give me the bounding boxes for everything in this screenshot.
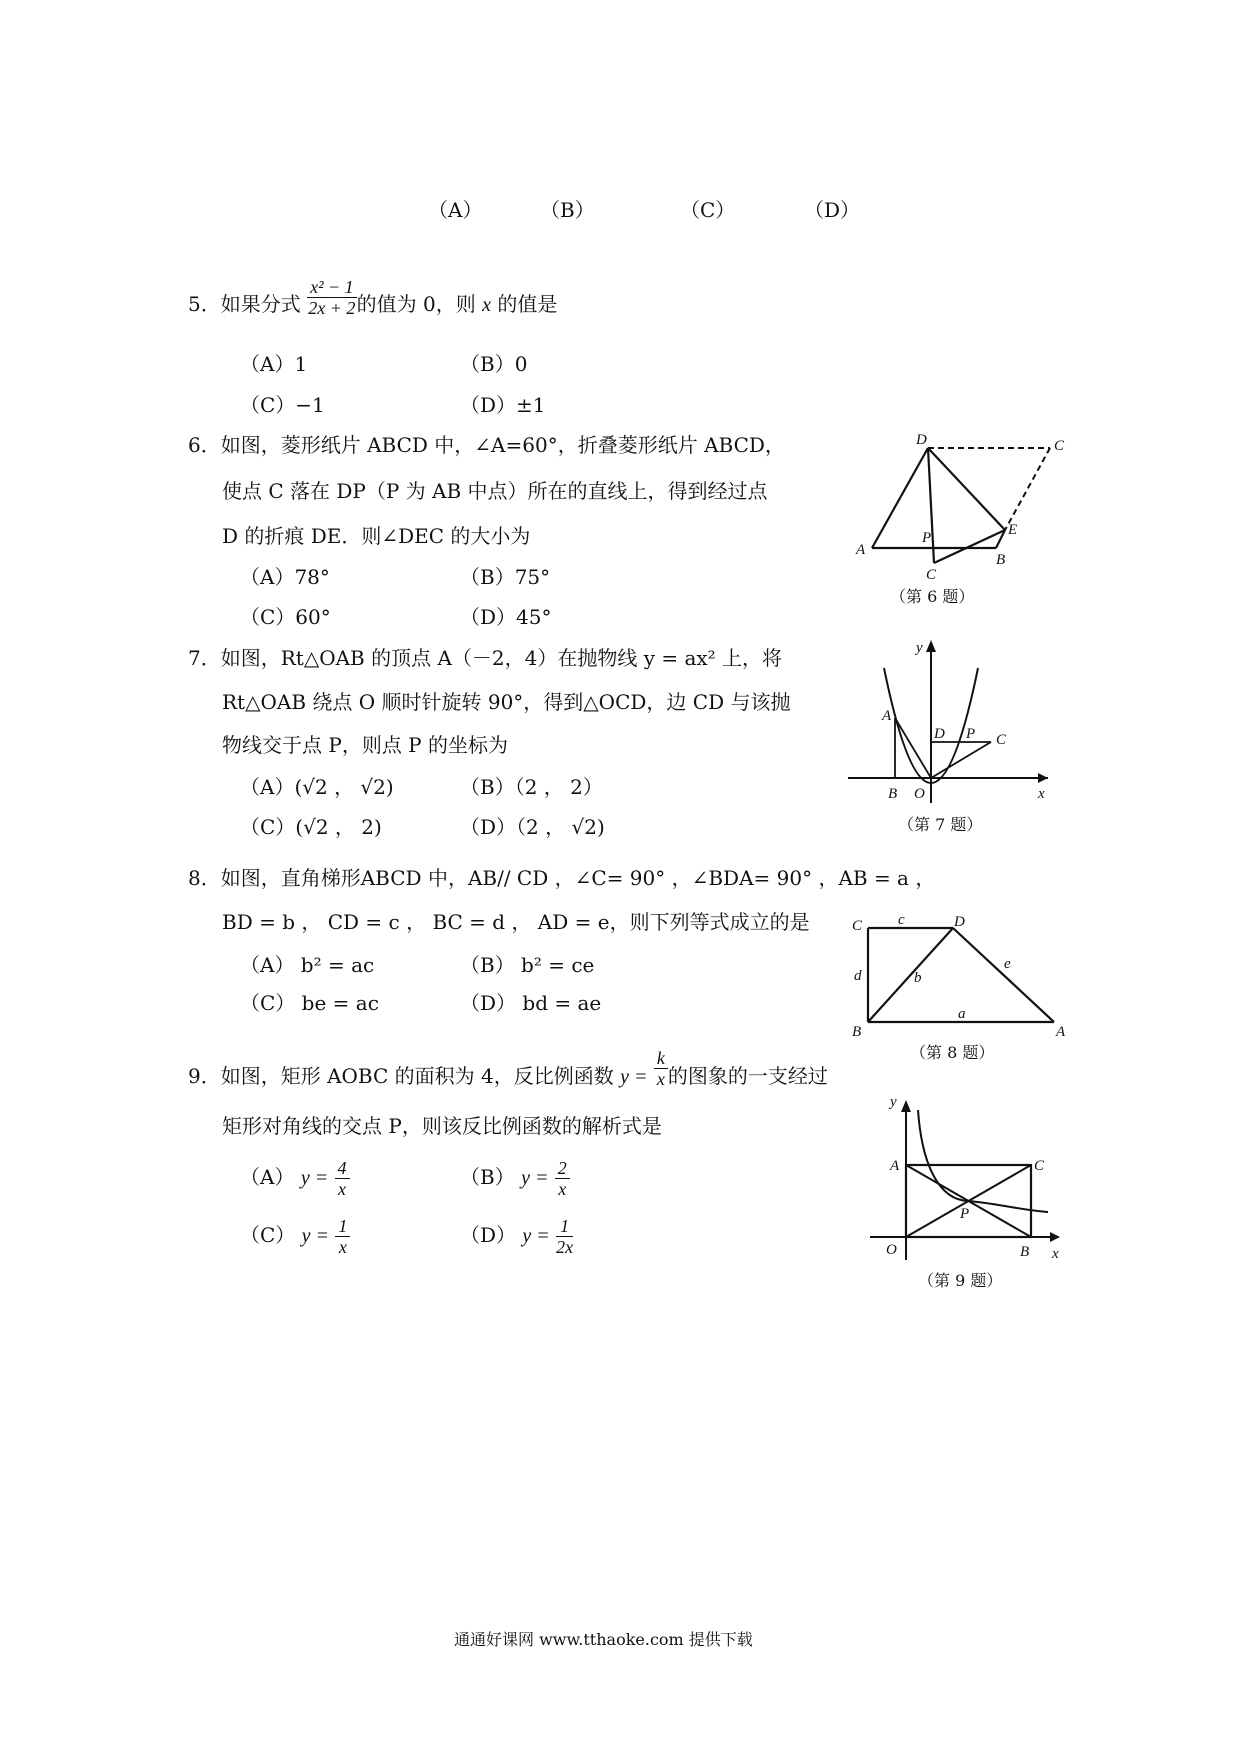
question-text: 如图，菱形纸片 ABCD 中，∠A=60°，折叠菱形纸片 ABCD， (220, 433, 785, 457)
label-a: A (1056, 1024, 1066, 1040)
question-8-line-2: BD = b ， CD = c ， BC = d ， AD = e，则下列等式成立的是 (222, 910, 810, 934)
label-c: C (852, 918, 863, 934)
label-c-length: c (898, 912, 905, 928)
x-axis-arrow (1050, 1232, 1060, 1242)
q6-option-a: （A）78° (240, 565, 330, 589)
fraction-denominator: x (338, 1179, 347, 1199)
question-number: 5． (188, 292, 221, 316)
fraction-denominator: x (338, 1237, 347, 1257)
figure-q9-rectangle (870, 1092, 1070, 1262)
question-text: 如图，矩形 AOBC 的面积为 4，反比例函数 (220, 1064, 614, 1088)
label-a-length: a (958, 1006, 966, 1022)
segment-oc (931, 742, 991, 778)
q9-option-d (460, 1216, 573, 1257)
option-label: （A） (240, 1165, 295, 1189)
question-7-line-2: Rt△OAB 绕点 O 顺时针旋转 90°，得到△OCD，边 CD 与该抛 (222, 690, 791, 714)
equation-lhs: y = (301, 1225, 330, 1247)
fraction (307, 277, 357, 318)
q8-option-d: （D） bd = ae (460, 991, 602, 1015)
question-6-line-2: 使点 C 落在 DP（P 为 AB 中点）所在的直线上，得到经过点 (222, 479, 768, 503)
label-c-folded: C (926, 567, 937, 580)
label-p: P (922, 530, 932, 546)
label-e-length: e (1004, 956, 1011, 972)
footer-watermark: 通通好课网 www.tthaoke.com 提供下载 (454, 1630, 753, 1649)
label-x: x (1038, 786, 1045, 802)
q5-option-a: （A）1 (240, 352, 308, 376)
q5-option-c: （C）−1 (240, 393, 325, 417)
q6-option-d: （D）45° (460, 605, 552, 629)
top-option-a: （A） (428, 198, 483, 222)
fraction (335, 1216, 350, 1257)
q5-option-b: （B）0 (460, 352, 528, 376)
label-p: P (966, 726, 976, 742)
question-number: 8． (188, 866, 221, 890)
fraction-numerator: 1 (335, 1216, 350, 1237)
label-y: y (890, 1094, 897, 1110)
question-text: 如图，Rt△OAB 的顶点 A（－2，4）在抛物线 y = ax² 上，将 (220, 646, 783, 670)
caption-q7: （第 7 题） (898, 815, 983, 834)
fraction-numerator: 1 (556, 1216, 573, 1237)
q5-option-d: （D）±1 (460, 393, 546, 417)
label-d: D (934, 726, 945, 742)
equation-lhs: y = (620, 1066, 648, 1088)
label-d: D (916, 432, 927, 448)
question-8-line-1 (188, 866, 935, 890)
q6-option-c: （C）60° (240, 605, 331, 629)
q9-option-b (460, 1158, 570, 1199)
equation-lhs: y = (522, 1225, 550, 1247)
label-c: C (1054, 438, 1065, 454)
variable: x (482, 294, 491, 316)
question-text: 的值是 (497, 292, 558, 316)
hyperbola-curve (918, 1110, 1048, 1212)
edge-da (872, 448, 928, 548)
top-option-c: （C） (680, 198, 736, 222)
question-9-line-2: 矩形对角线的交点 P，则该反比例函数的解析式是 (222, 1114, 662, 1138)
crease-de (928, 448, 1005, 530)
option-label: （D） (460, 1223, 517, 1247)
label-b: B (1020, 1244, 1030, 1260)
edge-ce-dashed (1005, 448, 1050, 530)
segment-ao (895, 718, 931, 778)
label-a: A (882, 708, 892, 724)
q8-option-a: （A） b² = ac (240, 953, 375, 977)
question-6-line-3: D 的折痕 DE．则∠DEC 的大小为 (222, 524, 531, 548)
label-p: P (960, 1206, 970, 1222)
question-number: 9． (188, 1064, 221, 1088)
fraction-numerator: 4 (335, 1158, 350, 1179)
label-e: E (1008, 522, 1018, 538)
option-label: （B） (460, 1165, 515, 1189)
diagonal-bd (868, 928, 953, 1022)
fraction (335, 1158, 350, 1199)
label-o: O (886, 1242, 897, 1258)
label-o: O (914, 786, 925, 802)
q9-option-c (240, 1216, 350, 1257)
fraction-denominator: x (656, 1069, 665, 1089)
label-a: A (856, 542, 866, 558)
q9-option-a (240, 1158, 350, 1199)
equation-lhs: y = (521, 1167, 549, 1189)
label-c: C (1034, 1158, 1045, 1174)
question-text: 的图象的一支经过 (667, 1064, 828, 1088)
fraction-denominator: x (558, 1179, 567, 1199)
label-a: A (890, 1158, 900, 1174)
label-b-length: b (914, 970, 922, 986)
fraction-numerator: x² − 1 (307, 277, 357, 298)
q7-option-c: （C）(√2 ， 2) (240, 815, 382, 839)
caption-q9: （第 9 题） (918, 1271, 1003, 1290)
fraction (555, 1158, 570, 1199)
question-number: 7． (188, 646, 221, 670)
question-text: 的值为 0，则 (356, 292, 476, 316)
label-d-length: d (854, 968, 862, 984)
caption-q8: （第 8 题） (910, 1043, 995, 1062)
q8-option-c: （C） be = ac (240, 991, 379, 1015)
question-9-line-1 (188, 1048, 828, 1089)
y-axis-arrow (901, 1100, 911, 1112)
fraction (556, 1216, 573, 1257)
q6-option-b: （B）75° (460, 565, 551, 589)
question-6-line-1 (188, 433, 785, 457)
q7-option-d: （D）（2 ， √2) (460, 815, 605, 839)
y-axis-arrow (926, 640, 936, 652)
figure-q8-trapezoid (848, 912, 1068, 1042)
top-option-d: （D） (804, 198, 861, 222)
fraction-numerator: k (654, 1048, 668, 1069)
caption-q6: （第 6 题） (890, 587, 975, 606)
label-b: B (996, 552, 1006, 568)
question-text: 如图，直角梯形ABCD 中，AB// CD ，∠C= 90° ，∠BDA= 90° ，AB = a ， (220, 866, 936, 890)
question-5-stem (188, 277, 558, 318)
label-x: x (1052, 1246, 1059, 1262)
q8-option-b: （B） b² = ce (460, 953, 595, 977)
figure-q6-rhombus (850, 430, 1070, 580)
edge-da (953, 928, 1054, 1022)
question-7-line-3: 物线交于点 P，则点 P 的坐标为 (222, 733, 508, 757)
label-b: B (852, 1024, 862, 1040)
edge-c-e-folded (934, 530, 1005, 563)
q7-option-b: （B）（2 ， 2） (460, 775, 603, 799)
fraction-denominator: 2x + 2 (308, 298, 356, 318)
label-d: D (954, 914, 965, 930)
top-option-b: （B） (540, 198, 595, 222)
question-text: 如果分式 (220, 292, 301, 316)
question-number: 6． (188, 433, 221, 457)
label-c: C (996, 732, 1007, 748)
label-y: y (916, 640, 923, 656)
option-label: （C） (240, 1223, 296, 1247)
q7-option-a: （A）(√2 ， √2) (240, 775, 394, 799)
x-axis-arrow (1038, 773, 1048, 783)
fraction-denominator: 2x (556, 1237, 574, 1257)
figure-q7-parabola (848, 638, 1058, 808)
question-7-line-1 (188, 646, 782, 670)
fraction (654, 1048, 668, 1089)
equation-lhs: y = (300, 1167, 329, 1189)
fraction-numerator: 2 (555, 1158, 570, 1179)
label-b: B (888, 786, 898, 802)
